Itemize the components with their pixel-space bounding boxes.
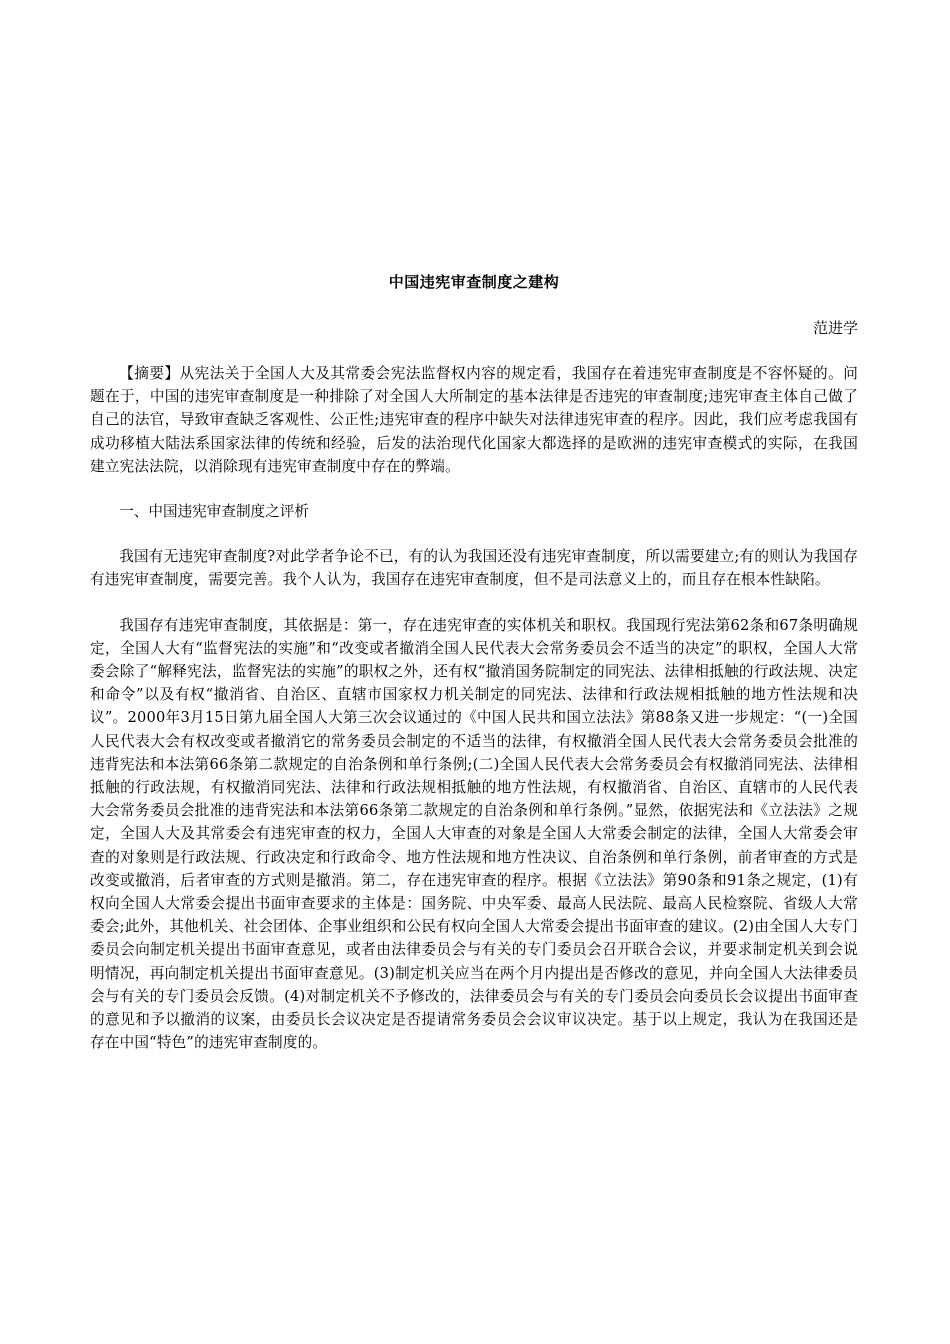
document-author: 范进学 [812,319,858,337]
abstract-paragraph: 【摘要】从宪法关于全国人大及其常委会宪法监督权内容的规定看，我国存在着违宪审查制度是不容怀疑的。问题在于，中国的违宪审查制度是一种排除了对全国人大所制定的基本法律是否违宪的审查制度;违宪审查主体自己做了自己的法官，导致审查缺乏客观性、公正性;违宪审查的程序中缺失对法律违宪审查的程序。因此，我们应考虑我国有成功移植大陆法系国家法律的传统和经验，后发的法治现代化国家大都选择的是欧洲的违宪审查模式的实际，在我国建立宪法法院，以消除现有违宪审查制度中存在的弊端。 [90,365,858,475]
body-paragraph-1: 我国有无违宪审查制度?对此学者争论不已，有的认为我国还没有违宪审查制度，所以需要建立;有的则认为我国存有违宪审查制度，需要完善。我个人认为，我国存在违宪审查制度，但不是司法意义上的，而且存在根本性缺陷。 [90,548,858,589]
document-title: 中国违宪审查制度之建构 [388,273,560,291]
section-heading: 一、中国违宪审查制度之评析 [119,503,309,521]
body-paragraph-2: 我国存有违宪审查制度，其依据是：第一，存在违宪审查的实体机关和职权。我国现行宪法第62条和67条明确规定，全国人大有“监督宪法的实施”和“改变或者撤消全国人民代表大会常务委员会不适当的决定”的职权，全国人大常委会除了“解释宪法，监督宪法的实施”的职权之外，还有权“撤消国务院制定的同宪法、法律相抵触的行政法规、决定和命令”以及有权“撤消省、自治区、直辖市国家权力机关制定的同宪法、法律和行政法规相抵触的地方性法规和决议”。2000年3月15日第九届全国人大第三次会议通过的《中国人民共和国立法法》第88条又进一步规定：“(一)全国人民代表大会有权改变或者撤消它的常务委员会制定的不适当的法律，有权撤消全国人民代表大会常务委员会批准的违背宪法和本法第66条第二款规定的自治条例和单行条例;(二)全国人民代表大会常务委员会有权撤消同宪法、法律相抵触的行政法规，有权撤消同宪法、法律和行政法规相抵触的地方性法规，有权撤消省、自治区、直辖市的人民代表大会常务委员会批准的违背宪法和本法第66条第二款规定的自治条例和单行条例。”显然，依据宪法和《立法法》之规定，全国人大及其常委会有违宪审查的权力，全国人大审查的对象是全国人大常委会制定的法律，全国人大常委会审查的对象则是行政法规、行政决定和行政命令、地方性法规和地方性决议、自治条例和单行条例，前者审查的方式是改变或撤消，后者审查的方式则是撤消。第二，存在违宪审查的程序。根据《立法法》第90条和91条之规定，(1)有权向全国人大常委会提出书面审查要求的主体是：国务院、中央军委、最高人民法院、最高人民检察院、省级人大常委会;此外，其他机关、社会团体、企事业组织和公民有权向全国人大常委会提出书面审查的建议。(2)由全国人大专门委员会向制定机关提出书面审查意见，或者由法律委员会与有关的专门委员会召开联合会议，并要求制定机关到会说明情况，再向制定机关提出书面审查意见。(3)制定机关应当在两个月内提出是否修改的意见，并向全国人大法律委员会与有关的专门委员会反馈。(4)对制定机关不予修改的，法律委员会与有关的专门委员会向委员长会议提出书面审查的意见和予以撤消的议案，由委员长会议决定是否提请常务委员会会议审议决定。基于以上规定，我认为在我国还是存在中国“特色”的违宪审查制度的。 [90,616,858,1052]
document-page [90,272,858,1054]
